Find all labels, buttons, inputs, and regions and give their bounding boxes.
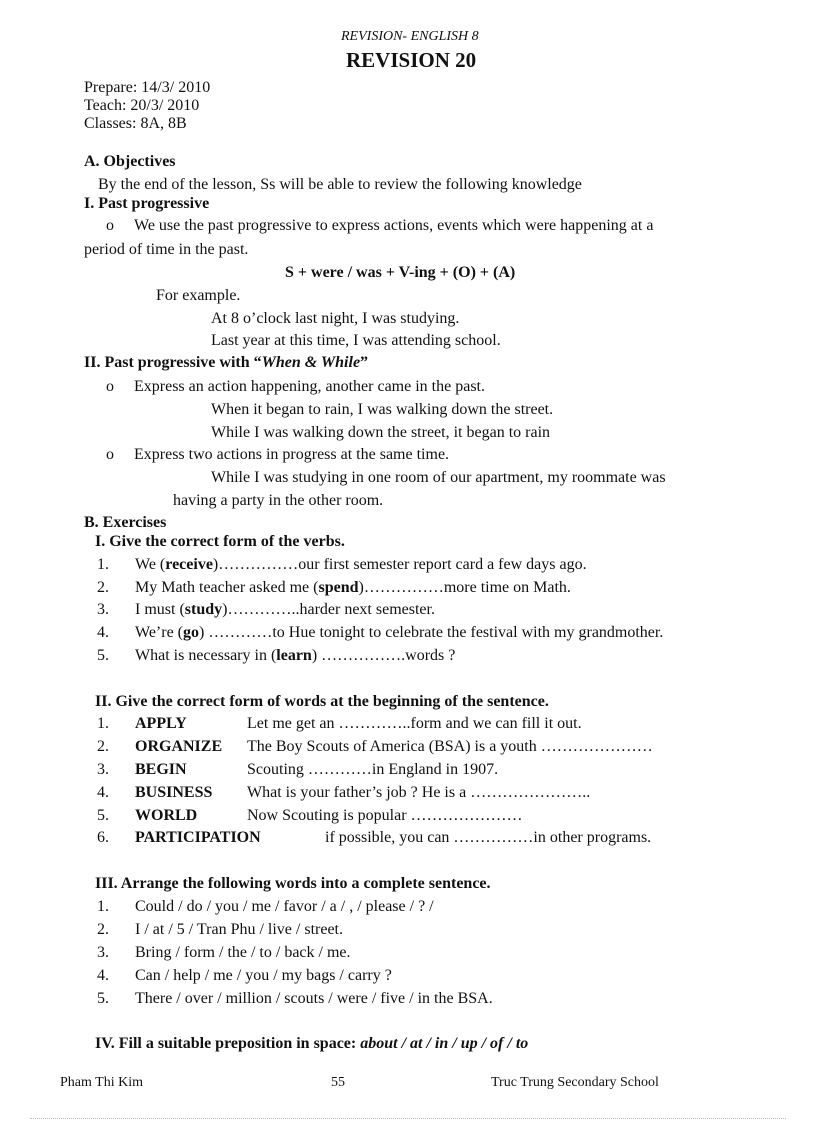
arrange-item xyxy=(97,897,434,917)
bullet-icon: o xyxy=(106,217,114,234)
item-words: Bring / form / the / to / back / me. xyxy=(135,944,351,961)
item-text-before: We ( xyxy=(135,556,166,573)
item-number: 1. xyxy=(97,556,109,573)
item-keyword: ORGANIZE xyxy=(135,738,223,755)
item-verb: spend xyxy=(318,579,359,596)
word-form-item xyxy=(97,737,653,757)
formula: S + were / was + V-ing + (O) + (A) xyxy=(285,264,516,281)
part4-heading xyxy=(95,1034,528,1054)
footer-school: Truc Trung Secondary School xyxy=(491,1075,659,1090)
heading-emphasis: When & While xyxy=(261,354,361,371)
when-while-bullet-1 xyxy=(106,377,485,397)
item-number: 3. xyxy=(97,601,109,618)
arrange-item xyxy=(97,989,493,1009)
classes: Classes: 8A, 8B xyxy=(84,115,187,132)
bullet-icon: o xyxy=(106,378,114,395)
item-keyword: BUSINESS xyxy=(135,784,213,801)
item-verb: study xyxy=(184,601,223,618)
item-number: 4. xyxy=(97,967,109,984)
bullet-icon: o xyxy=(106,446,114,463)
item-sentence: if possible, you can ……………in other programs. xyxy=(325,829,652,846)
teach-date: Teach: 20/3/ 2010 xyxy=(84,97,200,114)
item-number: 4. xyxy=(97,624,109,641)
past-progressive-heading: I. Past progressive xyxy=(84,195,210,212)
item-number: 4. xyxy=(97,784,109,801)
when-while-example-1: When it began to rain, I was walking down the street. xyxy=(211,401,554,418)
item-words: I / at / 5 / Tran Phu / live / street. xyxy=(135,921,343,938)
item-text-before: My Math teacher asked me ( xyxy=(135,579,319,596)
word-form-item xyxy=(97,783,590,803)
when-while-heading xyxy=(84,353,368,373)
item-text-before: We’re ( xyxy=(135,624,184,641)
item-number: 5. xyxy=(97,990,109,1007)
item-number: 2. xyxy=(97,921,109,938)
item-number: 3. xyxy=(97,944,109,961)
item-keyword: WORLD xyxy=(135,807,198,824)
word-form-item xyxy=(97,828,651,848)
item-sentence: Let me get an …………..form and we can fill it out. xyxy=(247,715,582,732)
prepare-date: Prepare: 14/3/ 2010 xyxy=(84,79,211,96)
item-number: 1. xyxy=(97,715,109,732)
part1-heading: I. Give the correct form of the verbs. xyxy=(95,533,345,550)
item-number: 2. xyxy=(97,738,109,755)
bullet-2-text: Express two actions in progress at the same time. xyxy=(134,446,450,463)
item-words: Could / do / you / me / favor / a / , / please / ? / xyxy=(135,898,434,915)
exercises-heading: B. Exercises xyxy=(84,514,167,531)
part2-heading: II. Give the correct form of words at the beginning of the sentence. xyxy=(95,693,549,710)
item-text-after: )……………more time on Math. xyxy=(358,579,571,596)
when-while-example-2: While I was walking down the street, it began to rain xyxy=(211,424,551,441)
item-text-after: )……………our first semester report card a few days ago. xyxy=(212,556,587,573)
example-1: At 8 o’clock last night, I was studying. xyxy=(211,310,460,327)
item-verb: receive xyxy=(165,556,213,573)
verb-exercise-item xyxy=(97,623,663,643)
rule-text-1: We use the past progressive to express actions, events which were happening at a xyxy=(134,217,654,234)
heading-suffix: ” xyxy=(360,354,369,371)
item-sentence: Now Scouting is popular ………………… xyxy=(247,807,523,824)
item-keyword: PARTICIPATION xyxy=(135,829,261,846)
when-while-example-3b: having a party in the other room. xyxy=(173,492,384,509)
objectives-text: By the end of the lesson, Ss will be able to review the following knowledge xyxy=(98,176,582,193)
page-number: 55 xyxy=(331,1075,345,1090)
rule-line-1 xyxy=(106,216,653,236)
item-number: 5. xyxy=(97,807,109,824)
arrange-item xyxy=(97,920,343,940)
item-text-after: ) …………….words ? xyxy=(311,647,456,664)
arrange-item xyxy=(97,943,351,963)
heading-prefix: II. Past progressive with “ xyxy=(84,354,262,371)
item-number: 3. xyxy=(97,761,109,778)
header-subtitle: REVISION- ENGLISH 8 xyxy=(341,29,479,44)
item-text-before: What is necessary in ( xyxy=(135,647,277,664)
verb-exercise-item xyxy=(97,646,455,666)
footer-divider xyxy=(30,1118,786,1119)
part4-prefix: IV. Fill a suitable preposition in space: xyxy=(95,1035,361,1052)
word-form-item xyxy=(97,714,582,734)
item-words: There / over / million / scouts / were / five / in the BSA. xyxy=(135,990,493,1007)
item-sentence: The Boy Scouts of America (BSA) is a youth ………………… xyxy=(247,738,653,755)
item-text-after: )…………..harder next semester. xyxy=(222,601,435,618)
item-verb: go xyxy=(183,624,200,641)
item-number: 1. xyxy=(97,898,109,915)
item-sentence: Scouting …………in England in 1907. xyxy=(247,761,499,778)
verb-exercise-item xyxy=(97,600,435,620)
bullet-1-text: Express an action happening, another came in the past. xyxy=(134,378,485,395)
footer-author: Pham Thi Kim xyxy=(60,1075,143,1090)
when-while-bullet-2 xyxy=(106,445,449,465)
item-text-after: ) …………to Hue tonight to celebrate the festival with my grandmother. xyxy=(199,624,664,641)
item-sentence: What is your father’s job ? He is a ………………….. xyxy=(247,784,591,801)
item-keyword: BEGIN xyxy=(135,761,187,778)
item-verb: learn xyxy=(276,647,312,664)
item-number: 6. xyxy=(97,829,109,846)
item-number: 5. xyxy=(97,647,109,664)
objectives-heading: A. Objectives xyxy=(84,153,176,170)
page-title: REVISION 20 xyxy=(346,48,477,72)
part4-prepositions: about / at / in / up / of / to xyxy=(360,1035,529,1052)
item-text-before: I must ( xyxy=(135,601,185,618)
arrange-item xyxy=(97,966,392,986)
rule-line-2: period of time in the past. xyxy=(84,241,249,258)
example-2: Last year at this time, I was attending school. xyxy=(211,332,501,349)
verb-exercise-item xyxy=(97,578,571,598)
item-keyword: APPLY xyxy=(135,715,187,732)
word-form-item xyxy=(97,760,498,780)
item-number: 2. xyxy=(97,579,109,596)
word-form-item xyxy=(97,806,523,826)
verb-exercise-item xyxy=(97,555,587,575)
when-while-example-3a: While I was studying in one room of our apartment, my roommate was xyxy=(211,469,666,486)
example-label: For example. xyxy=(156,287,241,304)
part3-heading: III. Arrange the following words into a complete sentence. xyxy=(95,875,491,892)
item-words: Can / help / me / you / my bags / carry ? xyxy=(135,967,392,984)
